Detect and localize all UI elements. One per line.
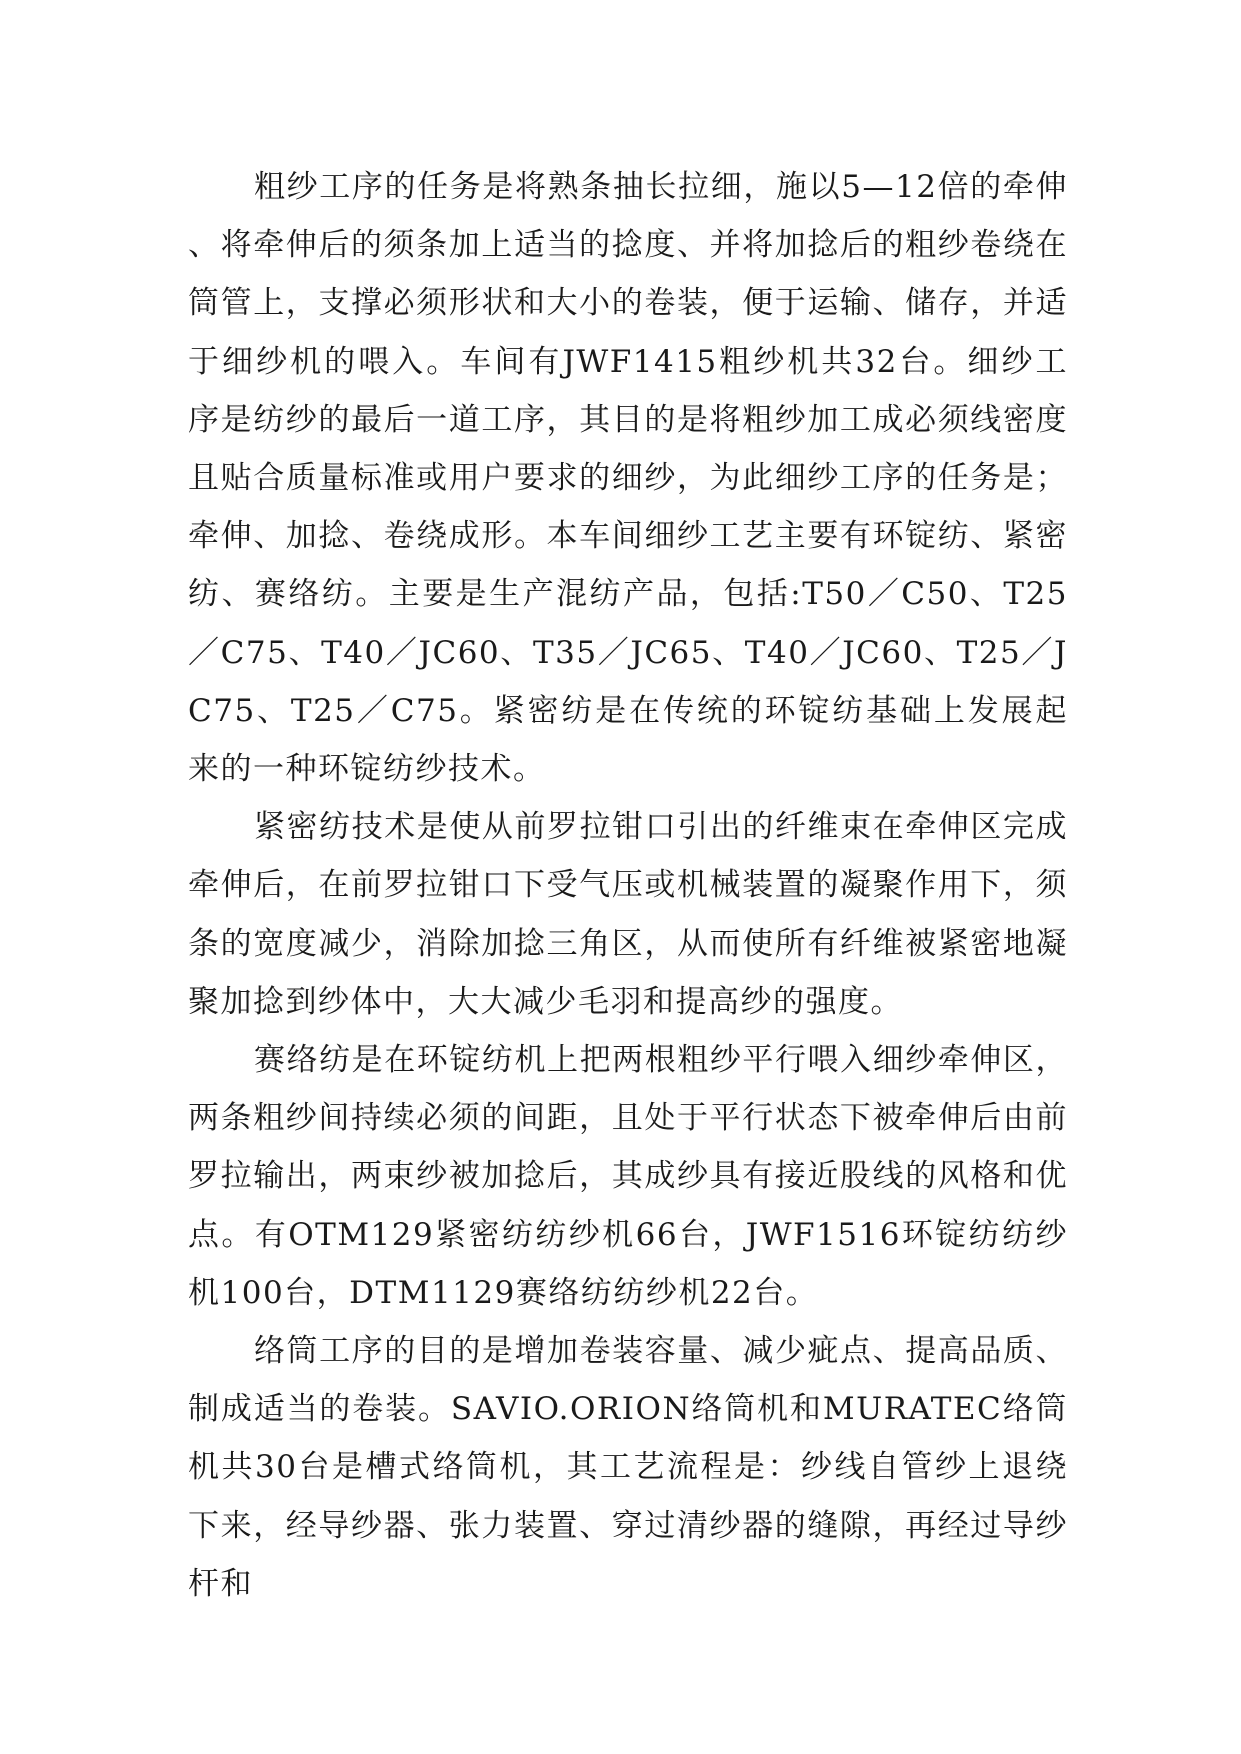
paragraph-compact-spinning: 紧密纺技术是使从前罗拉钳口引出的纤维束在牵伸区完成牵伸后，在前罗拉钳口下受气压或机械装置的凝聚作用下，须条的宽度减少，消除加捻三角区，从而使所有纤维被紧密地凝聚加捻到纱体中，大大减少毛羽和提高纱的强度。: [188, 809, 1068, 1020]
document-body: [188, 158, 1068, 1613]
paragraph-winding: 络筒工序的目的是增加卷装容量、减少疵点、提高品质、制成适当的卷装。SAVIO.ORION络筒机和MURATEC络筒机共30台是槽式络筒机，其工艺流程是：纱线自管纱上退绕下来，经导纱器、张力装置、穿过清纱器的缝隙，再经过导纱杆和: [188, 1333, 1068, 1602]
paragraph-roving-spinning: 粗纱工序的任务是将熟条抽长拉细，施以5—12倍的牵伸、将牵伸后的须条加上适当的捻度、并将加捻后的粗纱卷绕在筒管上，支撑必须形状和大小的卷装，便于运输、储存，并适于细纱机的喂入。车间有JWF1415粗纱机共32台。细纱工序是纺纱的最后一道工序，其目的是将粗纱加工成必须线密度且贴合质量标准或用户要求的细纱，为此细纱工序的任务是；牵伸、加捻、卷绕成形。本车间细纱工艺主要有环锭纺、紧密纺、赛络纺。主要是生产混纺产品，包括:T50／C50、T25／C75、T40／JC60、T35／JC65、T40／JC60、T25／JC75、T25／C75。紧密纺是在传统的环锭纺基础上发展起来的一种环锭纺纱技术。: [188, 169, 1068, 788]
paragraph-siro-spinning: 赛络纺是在环锭纺机上把两根粗纱平行喂入细纱牵伸区，两条粗纱间持续必须的间距，且处于平行状态下被牵伸后由前罗拉输出，两束纱被加捻后，其成纱具有接近股线的风格和优点。有OTM129紧密纺纺纱机66台，JWF1516环锭纺纺纱机100台，DTM1129赛络纺纺纱机22台。: [188, 1042, 1068, 1311]
